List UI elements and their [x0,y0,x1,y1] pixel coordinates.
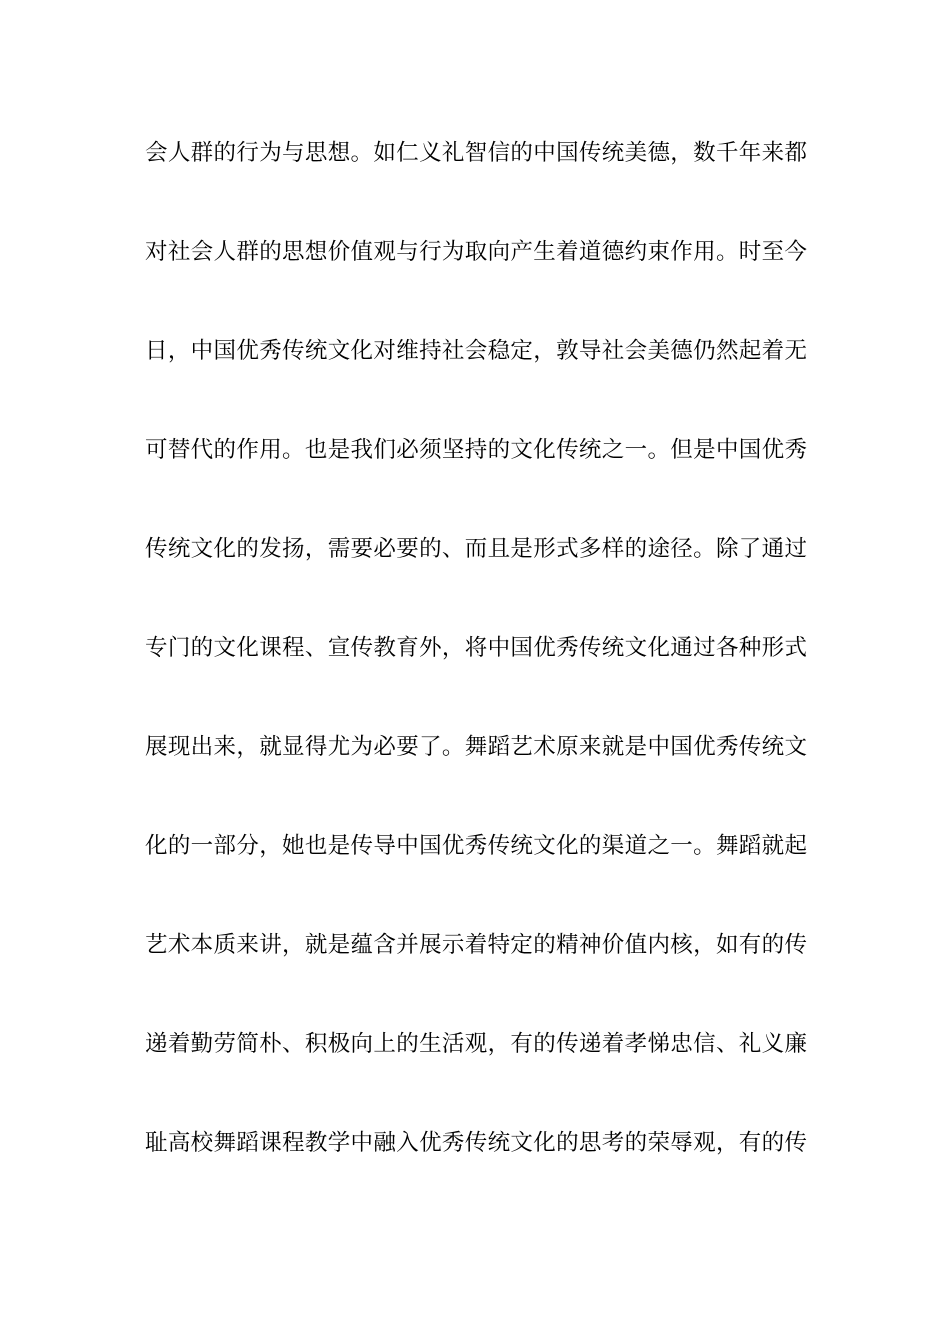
text-line: 专门的文化课程、宣传教育外，将中国优秀传统文化通过各种形式 [145,635,807,661]
text-line: 传统文化的发扬，需要必要的、而且是形式多样的途径。除了通过 [145,536,807,562]
text-line: 艺术本质来讲，就是蕴含并展示着特定的精神价值内核，如有的传 [145,932,807,958]
text-line: 递着勤劳简朴、积极向上的生活观，有的传递着孝悌忠信、礼义廉 [145,1031,807,1057]
text-line: 展现出来，就显得尤为必要了。舞蹈艺术原来就是中国优秀传统文 [145,734,807,760]
text-line: 会人群的行为与思想。如仁义礼智信的中国传统美德，数千年来都 [145,140,807,166]
text-line: 耻高校舞蹈课程教学中融入优秀传统文化的思考的荣辱观，有的传 [145,1130,807,1156]
text-line: 日，中国优秀传统文化对维持社会稳定，敦导社会美德仍然起着无 [145,338,807,364]
text-line: 化的一部分，她也是传导中国优秀传统文化的渠道之一。舞蹈就起 [145,833,807,859]
body-text [145,131,807,1220]
text-line: 对社会人群的思想价值观与行为取向产生着道德约束作用。时至今 [145,239,807,265]
text-line: 可替代的作用。也是我们必须坚持的文化传统之一。但是中国优秀 [145,437,807,463]
